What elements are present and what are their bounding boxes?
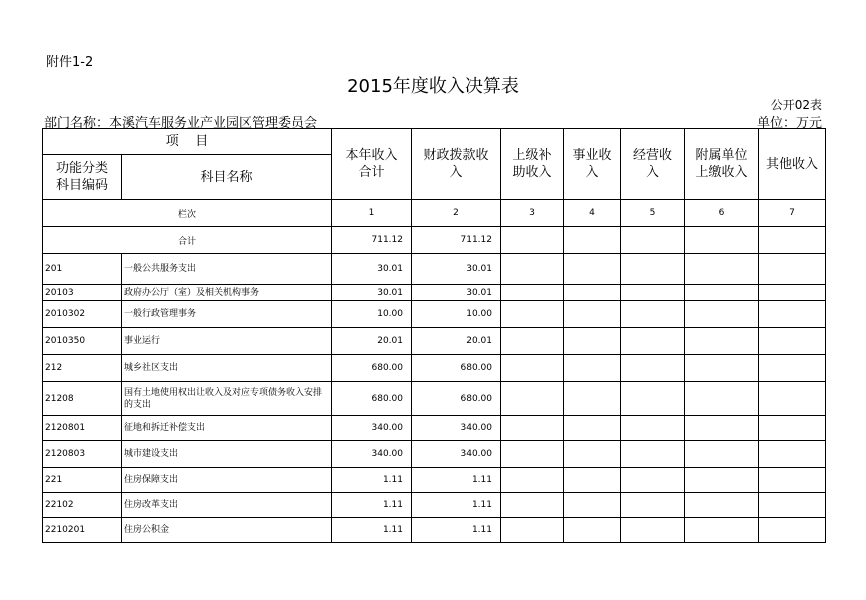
row-value-2: 680.00 — [412, 382, 501, 416]
row-value-3 — [501, 441, 564, 468]
row-name: 住房改革支出 — [122, 493, 332, 518]
row-value-2: 10.00 — [412, 301, 501, 328]
col-index-2: 2 — [412, 200, 501, 227]
table-row — [43, 301, 826, 328]
col-index-label: 栏次 — [43, 200, 332, 227]
row-value-5 — [621, 518, 685, 543]
header-col-2: 财政拨款收 入 — [412, 129, 501, 200]
row-value-1: 1.11 — [332, 468, 412, 493]
row-value-1: 20.01 — [332, 328, 412, 355]
row-value-4 — [564, 301, 621, 328]
row-value-5 — [621, 328, 685, 355]
row-name: 住房保障支出 — [122, 468, 332, 493]
row-value-7 — [759, 285, 826, 301]
row-code: 221 — [43, 468, 122, 493]
row-value-5 — [621, 285, 685, 301]
total-label: 合计 — [43, 227, 332, 254]
row-value-4 — [564, 468, 621, 493]
row-code: 20103 — [43, 285, 122, 301]
row-value-7 — [759, 416, 826, 441]
row-value-4 — [564, 441, 621, 468]
total-value-7 — [759, 227, 826, 254]
row-value-6 — [685, 355, 759, 382]
row-value-5 — [621, 301, 685, 328]
row-value-7 — [759, 254, 826, 285]
row-code: 22102 — [43, 493, 122, 518]
row-name: 政府办公厅（室）及相关机构事务 — [122, 285, 332, 301]
table-row — [43, 382, 826, 416]
row-code: 2010350 — [43, 328, 122, 355]
header-col-4: 事业收 入 — [564, 129, 621, 200]
row-value-4 — [564, 285, 621, 301]
row-value-7 — [759, 301, 826, 328]
row-value-4 — [564, 518, 621, 543]
row-name: 一般行政管理事务 — [122, 301, 332, 328]
row-value-6 — [685, 518, 759, 543]
row-value-2: 680.00 — [412, 355, 501, 382]
row-value-3 — [501, 328, 564, 355]
row-value-6 — [685, 468, 759, 493]
row-value-6 — [685, 416, 759, 441]
row-value-1: 1.11 — [332, 518, 412, 543]
row-value-5 — [621, 441, 685, 468]
row-value-3 — [501, 285, 564, 301]
total-value-3 — [501, 227, 564, 254]
row-value-4 — [564, 328, 621, 355]
row-value-2: 30.01 — [412, 254, 501, 285]
income-table — [42, 128, 826, 543]
row-value-4 — [564, 382, 621, 416]
header-col-5: 经营收 入 — [621, 129, 685, 200]
row-value-3 — [501, 382, 564, 416]
row-value-6 — [685, 301, 759, 328]
row-value-6 — [685, 441, 759, 468]
row-name: 一般公共服务支出 — [122, 254, 332, 285]
col-index-4: 4 — [564, 200, 621, 227]
total-value-5 — [621, 227, 685, 254]
row-value-5 — [621, 254, 685, 285]
row-value-5 — [621, 493, 685, 518]
table-row — [43, 328, 826, 355]
header-col-6: 附属单位 上缴收入 — [685, 129, 759, 200]
row-value-1: 10.00 — [332, 301, 412, 328]
row-value-1: 30.01 — [332, 254, 412, 285]
row-value-5 — [621, 416, 685, 441]
row-value-6 — [685, 285, 759, 301]
row-value-7 — [759, 441, 826, 468]
table-row — [43, 441, 826, 468]
col-index-3: 3 — [501, 200, 564, 227]
row-code: 2010302 — [43, 301, 122, 328]
header-item: 项 目 — [43, 129, 332, 155]
unit-label: 单位：万元 — [756, 116, 822, 131]
row-value-6 — [685, 254, 759, 285]
row-value-5 — [621, 468, 685, 493]
row-value-3 — [501, 254, 564, 285]
row-value-7 — [759, 382, 826, 416]
col-index-row — [43, 200, 826, 227]
page-title: 2015年度收入决算表 — [347, 76, 519, 97]
row-name: 国有土地使用权出让收入及对应专项债务收入安排的支出 — [122, 382, 332, 416]
total-value-6 — [685, 227, 759, 254]
table-row — [43, 518, 826, 543]
total-value-1: 711.12 — [332, 227, 412, 254]
row-code: 212 — [43, 355, 122, 382]
header-col-1: 本年收入 合计 — [332, 129, 412, 200]
row-value-7 — [759, 518, 826, 543]
row-value-7 — [759, 468, 826, 493]
row-name: 事业运行 — [122, 328, 332, 355]
header-col-3: 上级补 助收入 — [501, 129, 564, 200]
row-value-7 — [759, 493, 826, 518]
attachment-label: 附件1-2 — [46, 55, 94, 70]
row-code: 21208 — [43, 382, 122, 416]
row-name: 住房公积金 — [122, 518, 332, 543]
row-value-3 — [501, 301, 564, 328]
row-value-3 — [501, 493, 564, 518]
row-code: 2120803 — [43, 441, 122, 468]
total-value-4 — [564, 227, 621, 254]
row-value-5 — [621, 382, 685, 416]
row-code: 2120801 — [43, 416, 122, 441]
total-value-2: 711.12 — [412, 227, 501, 254]
header-col-7: 其他收入 — [759, 129, 826, 200]
row-value-1: 1.11 — [332, 493, 412, 518]
table-row — [43, 285, 826, 301]
header-subject-name: 科目名称 — [122, 155, 332, 200]
col-index-7: 7 — [759, 200, 826, 227]
row-value-6 — [685, 493, 759, 518]
row-value-2: 340.00 — [412, 416, 501, 441]
table-row — [43, 468, 826, 493]
row-value-2: 340.00 — [412, 441, 501, 468]
row-value-3 — [501, 518, 564, 543]
header-func-code: 功能分类 科目编码 — [43, 155, 122, 200]
row-value-2: 30.01 — [412, 285, 501, 301]
row-value-1: 340.00 — [332, 416, 412, 441]
row-name: 城市建设支出 — [122, 441, 332, 468]
row-value-4 — [564, 355, 621, 382]
row-code: 2210201 — [43, 518, 122, 543]
table-row — [43, 416, 826, 441]
row-value-3 — [501, 468, 564, 493]
table-row — [43, 493, 826, 518]
form-code: 公开02表 — [770, 98, 822, 112]
row-value-2: 1.11 — [412, 518, 501, 543]
table-row — [43, 254, 826, 285]
row-value-1: 30.01 — [332, 285, 412, 301]
row-value-4 — [564, 416, 621, 441]
row-value-7 — [759, 328, 826, 355]
table-row — [43, 355, 826, 382]
row-value-4 — [564, 254, 621, 285]
row-value-3 — [501, 416, 564, 441]
row-value-5 — [621, 355, 685, 382]
row-value-2: 1.11 — [412, 468, 501, 493]
col-index-5: 5 — [621, 200, 685, 227]
row-value-7 — [759, 355, 826, 382]
row-value-3 — [501, 355, 564, 382]
row-value-1: 340.00 — [332, 441, 412, 468]
row-name: 城乡社区支出 — [122, 355, 332, 382]
row-value-1: 680.00 — [332, 382, 412, 416]
row-value-1: 680.00 — [332, 355, 412, 382]
row-name: 征地和拆迁补偿支出 — [122, 416, 332, 441]
row-code: 201 — [43, 254, 122, 285]
col-index-6: 6 — [685, 200, 759, 227]
department-name: 部门名称：本溪汽车服务业产业园区管理委员会 — [44, 116, 318, 131]
row-value-2: 1.11 — [412, 493, 501, 518]
col-index-1: 1 — [332, 200, 412, 227]
row-value-6 — [685, 328, 759, 355]
total-row — [43, 227, 826, 254]
row-value-2: 20.01 — [412, 328, 501, 355]
row-value-6 — [685, 382, 759, 416]
row-value-4 — [564, 493, 621, 518]
